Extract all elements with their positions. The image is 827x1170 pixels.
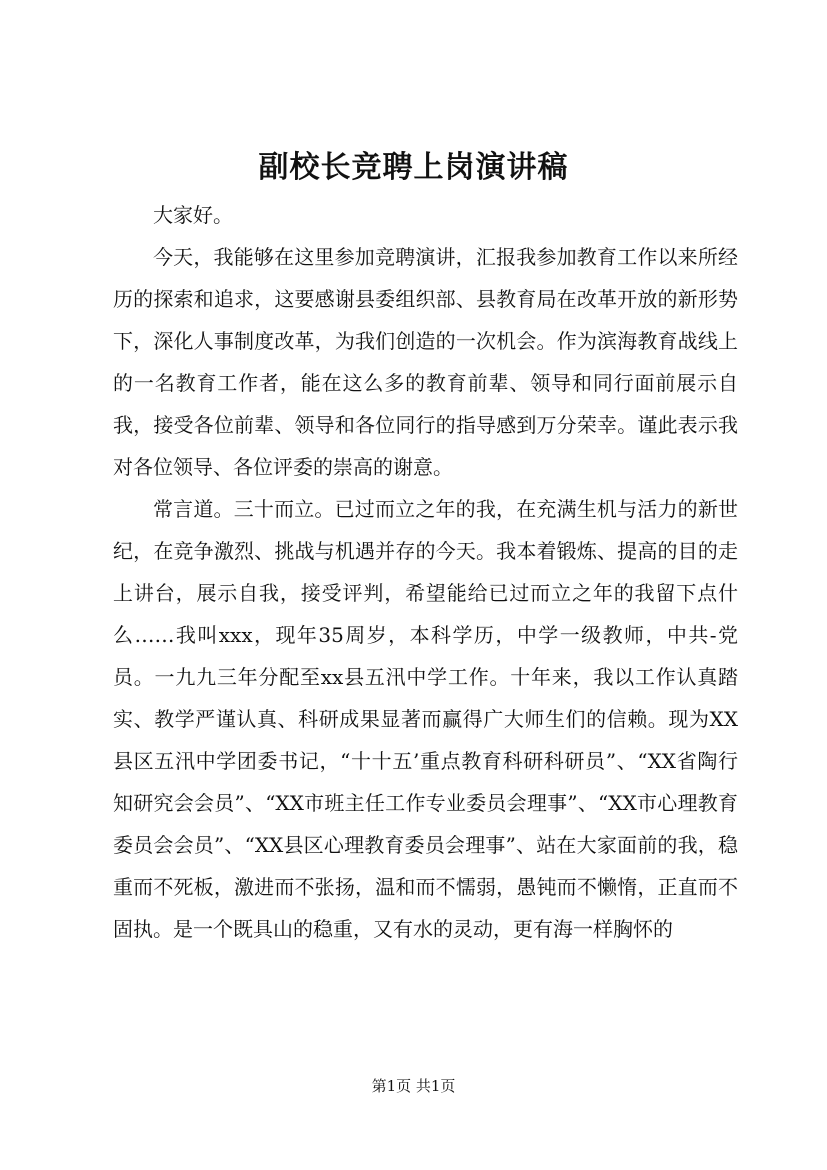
paragraph-greeting: 大家好。 xyxy=(153,203,233,227)
paragraph-introduction: 今天，我能够在这里参加竞聘演讲，汇报我参加教育工作以来所经历的探索和追求，这要感谢县委组织部、县教育局在改革开放的新形势下，深化人事制度改革，为我们创造的一次机会。作为滨海教育战线上的一名教育工作者，能在这么多的教育前辈、领导和同行面前展示自我，接受各位前辈、领导和各位同行的指导感到万分荣幸。谨此表示我对各位领导、各位评委的崇高的谢意。 xyxy=(113,245,738,479)
document-body xyxy=(113,194,738,950)
paragraph-self-description: 常言道。三十而立。已过而立之年的我，在充满生机与活力的新世纪，在竞争激烈、挑战与机遇并存的今天。我本着锻炼、提高的目的走上讲台，展示自我，接受评判，希望能给已过而立之年的我留下点什么……我叫xxx，现年35周岁，本科学历，中学一级教师，中共-党员。一九九三年分配至xx县五汛中学工作。十年来，我以工作认真踏实、教学严谨认真、科研成果显著而赢得广大师生们的信赖。现为XX县区五汛中学团委书记，“十十五’重点教育科研科研员”、“XX省陶行知研究会会员”、“XX市班主任工作专业委员会理事”、“XX市心理教育委员会会员”、“XX县区心理教育委员会理事”、站在大家面前的我，稳重而不死板，激进而不张扬，温和而不懦弱，愚钝而不懒惰，正直而不固执。是一个既具山的稳重，又有水的灵动，更有海一样胸怀的 xyxy=(113,497,738,941)
page-number-footer: 第1页 共1页 xyxy=(371,1077,456,1095)
document-title: 副校长竞聘上岗演讲稿 xyxy=(258,150,569,185)
